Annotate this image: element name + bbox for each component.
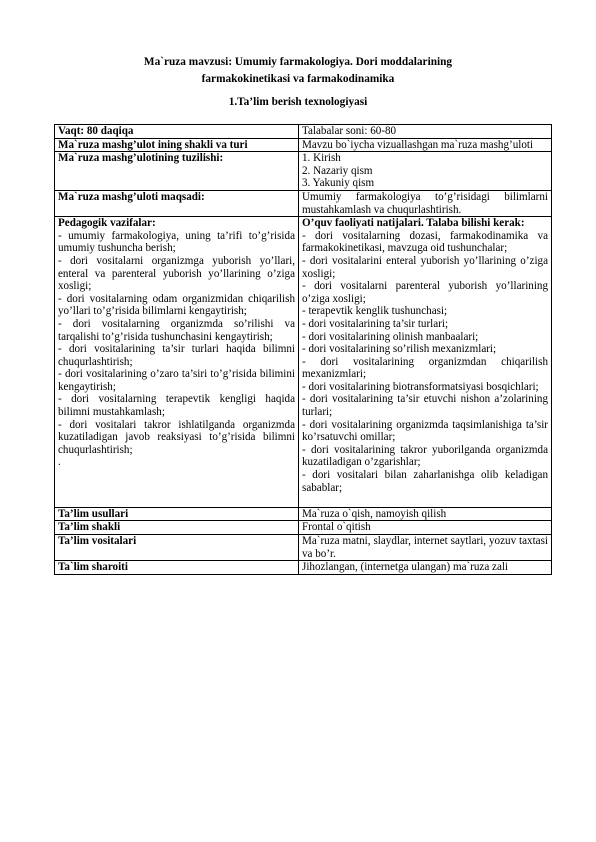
lesson-form-value: Mavzu bo`iycha vizuallashgan ma`ruza mashg’uloti xyxy=(299,138,552,152)
list-item: - umumiy farmakologiya, uning ta’rifi to’g’risida umumiy tushuncha berish; xyxy=(58,229,295,255)
teaching-conditions-value: Jihozlangan, (internetga ulangan) ma`ruza zali xyxy=(299,561,552,575)
list-item: . xyxy=(58,456,61,469)
list-item: - dori vositalarning dozasi, farmakodinamika va farmakokinetikasi, mavzuga oid tushunchalar; xyxy=(302,229,548,255)
time-label: Vaqt: 80 daqiqa xyxy=(55,125,299,139)
list-item: - dori vositalarining biotransformatsiyasi bosqichlari; xyxy=(302,380,539,393)
table-row xyxy=(55,535,552,561)
table-row xyxy=(55,125,552,139)
spacer xyxy=(302,494,548,507)
teaching-technology-table xyxy=(54,124,552,575)
section-heading: 1.Ta’lim berish texnologiyasi xyxy=(228,96,368,108)
list-item: - dori vositalarining ta’sir etuvchi nishon a’zolarining turlari; xyxy=(302,393,548,419)
teaching-methods-label: Ta’lim usullari xyxy=(55,507,299,521)
list-item: - dori vositalari bilan zaharlanishga olib keladigan sabablar; xyxy=(302,469,548,494)
table-row xyxy=(55,507,552,521)
list-item: - dori vositalarining so’rilish mexanizmlari; xyxy=(302,343,497,356)
lesson-goal-value: Umumiy farmakologiya to’g’risidagi bilimlarni mustahkamlash va chuqurlashtirish. xyxy=(299,190,552,216)
lesson-goal-label: Ma`ruza mashg’uloti maqsadi: xyxy=(55,190,299,216)
pedagogical-tasks-heading: Pedagogik vazifalar: xyxy=(58,217,156,230)
students-count: Talabalar soni: 60-80 xyxy=(299,125,552,139)
learning-outcomes-cell xyxy=(299,217,552,508)
list-item: 1. Kirish xyxy=(302,152,341,165)
list-item: - terapevtik kenglik tushunchasi; xyxy=(302,305,448,318)
list-item: - dori vositalari takror ishlatilganda organizmda kuzatiladigan javob reaksiyasi to’g’risida bilimni chuqurlashtirish; xyxy=(58,418,295,456)
title-line-1: Ma`ruza mavzusi: Umumiy farmakologiya. Dori moddalarining xyxy=(143,56,453,68)
list-item: 2. Nazariy qism xyxy=(302,164,373,177)
teaching-methods-value: Ma`ruza o`qish, namoyish qilish xyxy=(299,507,552,521)
title-line-2: farmakokinetikasi va farmakodinamika xyxy=(201,73,395,85)
pedagogical-tasks-cell xyxy=(55,217,299,508)
list-item: - dori vositalarning terapevtik kengligi haqida bilimni mustahkamlash; xyxy=(58,393,295,419)
table-row xyxy=(55,561,552,575)
teaching-form-label: Ta’lim shakli xyxy=(55,521,299,535)
list-item: 3. Yakuniy qism xyxy=(302,177,375,190)
lesson-structure-list xyxy=(299,152,552,191)
lesson-structure-label: Ma`ruza mashg’ulotining tuzilishi: xyxy=(55,152,299,191)
list-item: - dori vositalarining ta’sir turlari; xyxy=(302,317,449,330)
list-item: - dori vositalarning organizmda so’rilishi va tarqalishi to’g’risida tushunchasini kengaytirish; xyxy=(58,317,295,343)
teaching-form-value: Frontal o`qitish xyxy=(299,521,552,535)
table-row xyxy=(55,152,552,191)
list-item: - dori vositalarining organizmda taqsimlanishiga ta’sir ko’rsatuvchi omillar; xyxy=(302,418,548,444)
list-item: - dori vositalarining o’zaro ta’siri to’g’risida bilimini kengaytirish; xyxy=(58,368,295,393)
list-item: - dori vositalarining takror yuborilganda organizmda kuzatiladigan o’zgarishlar; xyxy=(302,443,548,469)
list-item: - dori vositalarining olinish manbaalari; xyxy=(302,330,479,343)
learning-outcomes-heading: O’quv faoliyati natijalari. Talaba bilishi kerak: xyxy=(302,217,525,230)
table-row xyxy=(55,190,552,216)
teaching-tools-label: Ta’lim vositalari xyxy=(55,535,299,561)
table-row xyxy=(55,138,552,152)
lesson-form-label: Ma`ruza mashg’ulot ining shakli va turi xyxy=(55,138,299,152)
list-item: - dori vositalarining ta’sir turlari haqida bilimni chuqurlashtirish; xyxy=(58,343,295,368)
list-item: - dori vositalarni organizmga yuborish yo’llari, enteral va parenteral yuborish yo’llarining o’ziga xosligi; xyxy=(58,254,295,293)
teaching-tools-value: Ma`ruza matni, slaydlar, internet saytlari, yozuv taxtasi va bo’r. xyxy=(299,535,552,561)
list-item: - dori vositalarning odam organizmidan chiqarilish yo’llari to’g’risida bilimlarni kengaytirish; xyxy=(58,292,295,318)
list-item: - dori vositalarni parenteral yuborish yo’llarining o’ziga xosligi; xyxy=(302,280,548,305)
list-item: - dori vositalarini enteral yuborish yo’llarining o’ziga xosligi; xyxy=(302,254,548,280)
table-row xyxy=(55,217,552,508)
teaching-conditions-label: Ta`lim sharoiti xyxy=(55,561,299,575)
lecture-title xyxy=(0,54,596,88)
list-item: - dori vositalarining organizmdan chiqarilish mexanizmlari; xyxy=(302,355,548,381)
table-row xyxy=(55,521,552,535)
